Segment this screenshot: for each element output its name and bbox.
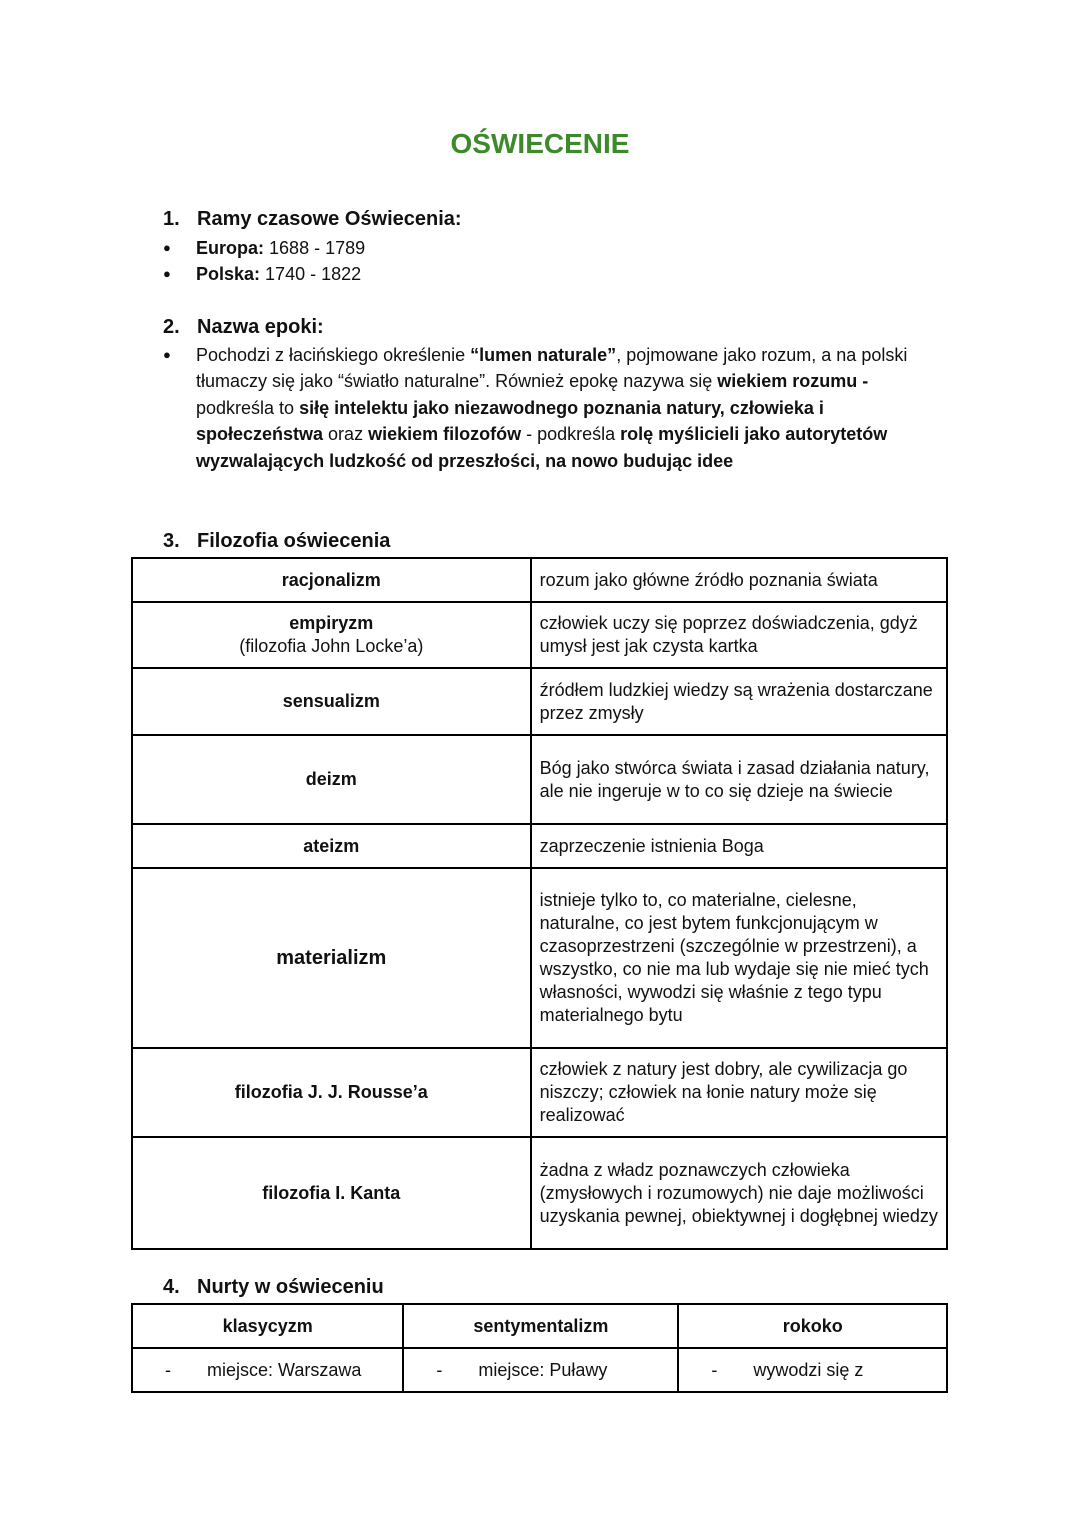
term-cell	[132, 1048, 531, 1137]
table-row	[132, 735, 947, 824]
definition-cell: zaprzeczenie istnienia Boga	[531, 824, 947, 868]
term-label: deizm	[305, 769, 357, 789]
text-segment: oraz	[323, 424, 369, 445]
table-cell	[678, 1348, 947, 1392]
term-cell	[132, 558, 531, 602]
section-number: 1.	[163, 208, 180, 230]
section-title: Nazwa epoki:	[197, 316, 324, 338]
term-cell	[132, 824, 531, 868]
table-row	[132, 868, 947, 1048]
bullet-icon: ●	[163, 347, 171, 362]
bullet-value: 1688 - 1789	[269, 238, 366, 258]
cell-text: miejsce: Puławy	[478, 1359, 608, 1380]
bullet-icon: ●	[163, 266, 171, 281]
section-number: 3.	[163, 530, 180, 552]
column-header: sentymentalizm	[403, 1304, 678, 1348]
text-segment: , pojmowane jako rozum, a na polski tłumaczy się jako “światło naturalne”. Również epokę nazywa się	[196, 345, 908, 392]
column-header: klasycyzm	[132, 1304, 403, 1348]
bold-segment: rolę myślicieli jako autorytetów wyzwalających ludzkość od przeszłości, na nowo budując idee	[196, 424, 888, 471]
bold-segment: wiekiem rozumu -	[717, 371, 869, 392]
section-title: Filozofia oświecenia	[197, 530, 391, 552]
definition-cell: człowiek uczy się poprzez doświadczenia, gdyż umysł jest jak czysta kartka	[531, 602, 947, 668]
list-item-europa	[163, 235, 365, 261]
term-label: racjonalizm	[281, 569, 381, 590]
text-segment: podkreśla to	[196, 397, 300, 418]
section-number: 4.	[163, 1276, 180, 1298]
term-cell	[132, 1137, 531, 1249]
bullet-value: 1740 - 1822	[265, 264, 362, 284]
bold-segment: siłę intelektu jako niezawodnego poznania natury, człowieka i społeczeństwa	[196, 397, 824, 445]
table-cell	[403, 1348, 678, 1392]
table-row	[132, 1137, 947, 1249]
term-label: sensualizm	[282, 691, 380, 711]
section-title: Ramy czasowe Oświecenia:	[197, 208, 462, 230]
section-3-heading	[163, 530, 390, 553]
term-label: filozofia I. Kanta	[262, 1182, 401, 1203]
dash-marker: -	[711, 1359, 718, 1380]
section-4-heading	[163, 1276, 384, 1299]
text-segment: Pochodzi z łacińskiego określenie	[196, 345, 471, 365]
term-label: materializm	[276, 946, 387, 969]
trends-table	[131, 1303, 948, 1393]
table-row	[132, 668, 947, 735]
bullet-label: Polska:	[196, 264, 261, 284]
table-header-row	[132, 1304, 947, 1348]
section-2-heading	[163, 316, 324, 339]
term-cell	[132, 668, 531, 735]
definition-cell: człowiek z natury jest dobry, ale cywilizacja go niszczy; człowiek na łonie natury może się realizować	[531, 1048, 947, 1137]
table-row	[132, 602, 947, 668]
term-cell	[132, 868, 531, 1048]
philosophy-table	[131, 557, 948, 1250]
term-label: empiryzm	[289, 613, 374, 633]
table-row	[132, 824, 947, 868]
page-title: OŚWIECENIE	[450, 128, 630, 159]
cell-text: wywodzi się z	[753, 1359, 864, 1380]
table-cell	[132, 1348, 403, 1392]
term-cell	[132, 602, 531, 668]
era-name-paragraph	[196, 342, 936, 474]
section-1-heading	[163, 208, 462, 231]
list-item-polska	[163, 261, 361, 287]
section-title: Nurty w oświeceniu	[197, 1276, 384, 1298]
table-row	[132, 1348, 947, 1392]
text-segment: - podkreśla	[521, 424, 621, 445]
table-row	[132, 558, 947, 602]
definition-cell: rozum jako główne źródło poznania świata	[531, 558, 947, 602]
term-sublabel: (filozofia John Locke’a)	[239, 636, 424, 656]
table-row	[132, 1048, 947, 1137]
section-number: 2.	[163, 316, 180, 338]
term-label: ateizm	[303, 835, 360, 856]
definition-cell: źródłem ludzkiej wiedzy są wrażenia dostarczane przez zmysły	[531, 668, 947, 735]
term-cell	[132, 735, 531, 824]
dash-marker: -	[436, 1359, 443, 1380]
definition-cell: żadna z władz poznawczych człowieka (zmysłowych i rozumowych) nie daje możliwości uzyskania pewnej, obiektywnej i dogłębnej wiedzy	[531, 1137, 947, 1249]
term-label: filozofia J. J. Rousse’a	[234, 1082, 428, 1102]
dash-marker: -	[165, 1359, 171, 1380]
bullet-label: Europa:	[196, 238, 265, 258]
definition-cell: istnieje tylko to, co materialne, cielesne, naturalne, co jest bytem funkcjonującym w czasoprzestrzeni (szczególnie w przestrzeni), a wszystko, co nie ma lub wydaje się nie mieć tych własności, wywodzi się właśnie z tego typu materialnego bytu	[531, 868, 947, 1048]
column-header: rokoko	[678, 1304, 947, 1348]
bold-segment: wiekiem filozofów	[368, 424, 522, 445]
cell-text: miejsce: Warszawa	[207, 1359, 362, 1380]
definition-cell: Bóg jako stwórca świata i zasad działania natury, ale nie ingeruje w to co się dzieje na świecie	[531, 735, 947, 824]
bold-segment: “lumen naturale”	[470, 345, 617, 365]
bullet-icon: ●	[163, 240, 171, 255]
